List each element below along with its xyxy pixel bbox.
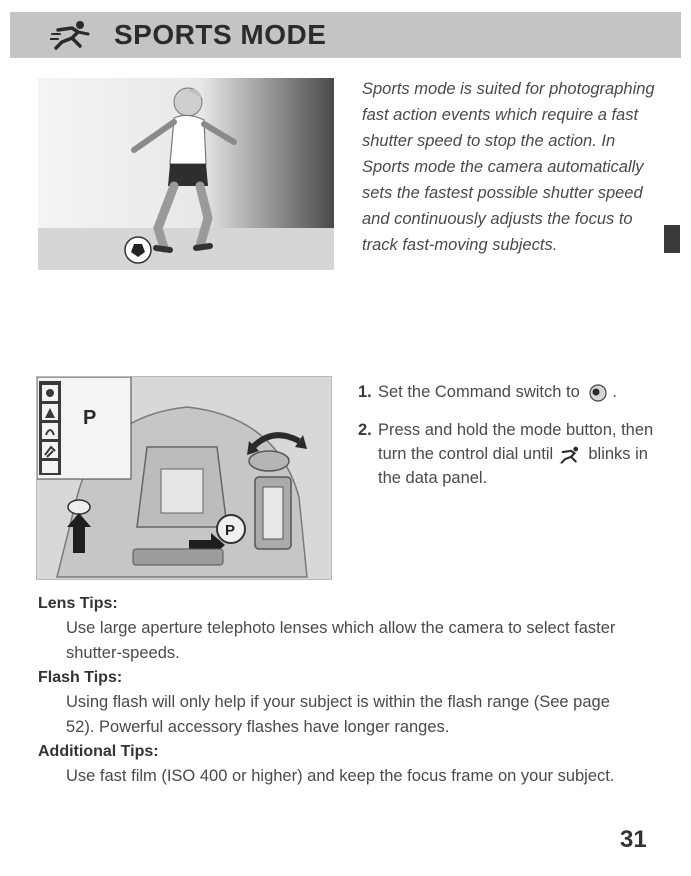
mode-letter: P — [83, 407, 97, 429]
intro-paragraph: Sports mode is suited for photographing fast action events which require a fast shutter speed to stop the action. In Sports mode the camera automatically sets the fastest possible shutter speed and continuously adjusts the focus to track fast-moving subjects. — [362, 80, 655, 254]
section-header — [10, 12, 681, 58]
additional-tips-heading: Additional Tips: — [38, 743, 159, 760]
flash-tips-heading: Flash Tips: — [38, 669, 123, 686]
lens-tips-heading: Lens Tips: — [38, 595, 118, 612]
step-number: 2. — [358, 421, 372, 439]
step-text-end: blinks in the data panel. — [378, 445, 648, 487]
sports-runner-icon — [558, 446, 584, 464]
soccer-player-illustration — [38, 78, 334, 270]
sports-runner-icon — [50, 20, 94, 50]
lens-tips-body: Use large aperture telephoto lenses which allow the camera to select faster shutter-speeds. — [66, 619, 616, 662]
camera-illustration — [37, 377, 331, 579]
flash-tips-body: Using flash will only help if your subject is within the flash range (See page 52). Powerful accessory flashes have longer ranges. — [66, 693, 610, 736]
page-number: 31 — [620, 826, 647, 853]
additional-tips-body: Use fast film (ISO 400 or higher) and keep the focus frame on your subject. — [66, 767, 615, 785]
tips-section — [38, 592, 658, 789]
svg-text:P: P — [225, 522, 236, 539]
step-1 — [358, 380, 658, 404]
soccer-player-photo — [38, 78, 334, 270]
instruction-steps — [358, 380, 658, 504]
step-text: Press and hold the mode button, then turn the control dial until — [378, 421, 654, 463]
step-2 — [358, 418, 658, 490]
program-dial-icon — [584, 383, 612, 403]
step-text-end: . — [612, 383, 617, 401]
camera-top-figure — [36, 376, 332, 580]
page-title: SPORTS MODE — [114, 19, 327, 50]
step-text: Set the Command switch to — [378, 383, 580, 401]
step-number: 1. — [358, 383, 372, 401]
section-tab-marker — [664, 225, 680, 253]
